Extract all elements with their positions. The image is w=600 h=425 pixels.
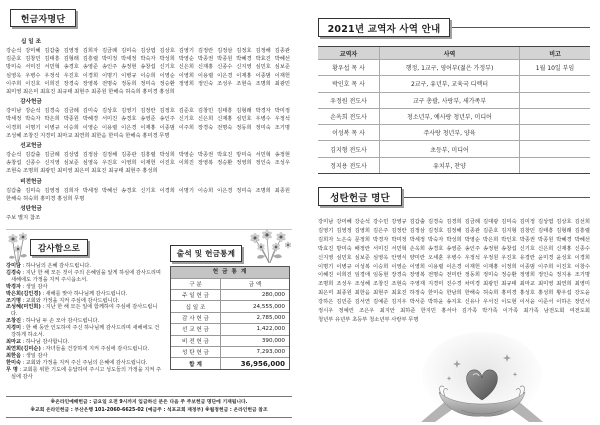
staff-role: 유치부, 찬양	[380, 158, 520, 173]
staff-name: 정지용 전도사	[318, 158, 380, 173]
thanks-item	[6, 339, 162, 346]
staff-header-cell: 비고	[549, 50, 561, 58]
stats-row	[171, 335, 289, 346]
thanks-name: 조성혜(미인희)	[6, 304, 41, 311]
thanks-separator: :	[22, 263, 25, 269]
donor-section	[6, 142, 290, 176]
stats-amount: 36,956,000	[240, 359, 285, 368]
stats-total-row	[171, 357, 289, 368]
thanks-text: 하나님 감사합니다.	[25, 338, 70, 345]
staff-row	[318, 157, 590, 173]
thanks-text: 교회를 위한 기도에 응답하여 주시고 성도들의 가정을 지켜 주심에 감사	[11, 366, 162, 380]
thanks-name: 최연희(김미순)	[6, 345, 41, 352]
donor-list	[6, 38, 290, 224]
staff-role: 청소년부, 예사랑 청년부, 미디어	[380, 109, 520, 124]
thanks-separator: :	[22, 352, 25, 359]
thanks-item	[6, 360, 162, 367]
thanks-item	[6, 325, 162, 339]
name-line: 이혜진 이희진 임경애 임동현 장경숙 장영복 전명숙 전미란 정동희 정미숙 정승환 정영희 정인숙 정지용 조기명	[318, 272, 590, 279]
thanks-list	[6, 263, 162, 380]
staff-header-cell: 교역자	[318, 47, 380, 59]
name-line: 김희자 노은숙 문정희 박경자 박미정 박세정 박숙자 박성희 박영순 박은희 박인호 박종권 박종원 박혜경 박혜선	[318, 236, 590, 243]
donor-section	[6, 178, 290, 203]
stats-row	[171, 323, 289, 334]
name-line: 최은미 최종원 최한음 최현주 최효진 하정숙 한미숙 한남희 한해숙 허숙희 홍미경 홍성호 홍성희 황우섭 강도윤	[318, 290, 590, 297]
thanks-separator: :	[22, 359, 25, 366]
stats-label: 비 전 헌 금	[171, 336, 221, 346]
staff-name: 박인호 목 사	[318, 76, 380, 91]
thanks-name: 김경숙	[6, 269, 22, 276]
name-line: 주보 별지 참조	[6, 215, 41, 222]
thanks-separator: :	[42, 345, 45, 352]
name-line: 김준호 김창민 김태흥 김형래 김흥렬 박미정 박세정 박숙자 박성희 박영순 박종권 박종원 박혜경 박효진 박혜선	[6, 56, 290, 63]
staff-note	[520, 93, 590, 108]
thanks-item	[6, 263, 162, 270]
name-line: 이주희 이진호 이희진 장경숙 장영복 전명숙 정동희 정미숙 정승환 정영희 정인숙 조성우 조현숙 조명희 최광민	[6, 80, 290, 87]
staff-name: 우정원 전도사	[318, 93, 380, 108]
name-line: 심영옥 우병수 우정석 우진호 이경희 이명기 이병규 이승희 이영순 이영희 이용렬 이은경 이재홍 이종범 이재헌	[6, 72, 290, 79]
staff-note	[520, 76, 590, 91]
name-line: 이명기 이병규 이성복 이승희 이영순 이영희 이용렬 이은경 이재헌 이재홍 이정희 이종범 이주희 이진호 이창수	[318, 263, 590, 270]
name-line: 한해숙 허숙희 홍미경 홍성희 무명	[6, 195, 85, 202]
stats-header-amount: 금 액	[248, 282, 262, 288]
staff-role: 초등부, 미디어	[380, 141, 520, 156]
name-line: 조성혜 조창진 지경미 최마교 최연희 최한음 한미숙 한해숙 홍미경 무명	[6, 132, 170, 139]
staff-name: 이성복 목 사	[318, 125, 380, 140]
thanks-text: 지난 한 해 모든 일에 함께하여 주심에 감사드립니다.	[11, 304, 158, 318]
section-title: 성탄헌금	[20, 206, 42, 213]
flower-image-left	[4, 229, 32, 264]
thanks-separator: :	[22, 283, 25, 290]
stats-row	[171, 312, 289, 323]
thanks-item	[6, 367, 162, 381]
thanks-text: 생일 감사	[25, 283, 48, 290]
name-line: 김갑출 김미숙 김영정 김희자 박세정 박혜선 송경호 신기호 이경희 이명기 이승희 이은경 정미숙 조명희 최종원	[6, 187, 290, 194]
section-title: 선교헌금	[20, 143, 42, 150]
thanks-text: 자녀들을 건강하게 지켜 주심에 감사드립니다.	[45, 345, 150, 352]
section-title: 십 일 조	[20, 39, 42, 45]
christmas-title-rule	[404, 197, 590, 198]
staff-row	[318, 92, 590, 108]
thanks-name: 최한음	[6, 352, 22, 359]
name-line: 강미남 강미혜 강순석 강수민 강영규 김갑출 김경숙 김경희 김금례 김대광 김미숙 김미정 김상엽 김상호 김선희	[318, 219, 590, 225]
thanks-separator: :	[22, 297, 25, 304]
thanks-text: 지난 한 해 모든 것이 주의 은혜임을 알게 하심에 감사드리며 새해에도 가정을 지켜 주시옵소서.	[11, 269, 161, 283]
thanks-item	[6, 284, 162, 291]
thanks-text: 생일 감사	[25, 352, 48, 359]
name-line: 강순석 강미혜 김갑출 김영정 김희자 김금례 김미숙 김상엽 김상호 김영기 김정란 김정삼 김정호 김정해 김종관	[6, 48, 290, 54]
thanks-text: 하나님의 은혜 감사드립니다.	[25, 263, 91, 269]
thanks-text: 교회와 가정을 지켜 주심에 감사드립니다.	[25, 297, 120, 304]
staff-row	[318, 108, 590, 124]
name-line: 청년부 유년부 초등부 청소년부 사랑부 무명	[318, 316, 419, 323]
staff-note	[520, 141, 590, 156]
stats-label: 감 사 헌 금	[171, 313, 221, 323]
name-line: 박효진 방미숙 배정란 서미진 서민혁 손옥희 송경호 송영준 송인주 송정현 송창섭 신기호 신은희 신재홍 신종수	[318, 245, 590, 252]
hands-heart-image	[421, 330, 543, 422]
notice-line: ※교회 온라인헌금 : 부산은행 101-2060-6625-02 (예금주 : 석포교회 재정부) ※월정헌금 : 온라인헌금 참조	[30, 408, 268, 413]
thanks-separator: :	[22, 325, 25, 332]
thanks-text: 한 해 동안 인도하여 주신 하나님께 감사드리며 새해에도 건강하게 하소서.	[11, 325, 160, 339]
staff-header-row	[318, 47, 590, 59]
stats-label: 십 일 조	[171, 301, 221, 311]
thanks-item	[6, 353, 162, 360]
thanks-item	[6, 291, 162, 298]
stats-table-title: 헌 금 통 계	[171, 267, 289, 278]
name-line: 강하은 김민준 김서연 김예준 김지우 박서준 박하윤 송지호 신유나 우서진 이도현 이서윤 이준서 이하은 장민서	[318, 299, 590, 306]
staff-note	[520, 125, 590, 140]
staff-row	[318, 75, 590, 91]
staff-name: 김지형 전도사	[318, 141, 380, 156]
thanks-separator: :	[22, 269, 25, 276]
staff-header-cell: 사역	[380, 47, 520, 59]
name-line: 이경희 이명기 이병규 이승희 이영순 이용렬 이은경 이재홍 이종범 이주희 장경숙 전명숙 정동희 정미숙 조기명	[6, 124, 290, 131]
thanks-item	[6, 346, 162, 353]
name-line: 강순석 김갑출 김금례 김상엽 김정삼 김정해 김종관 김흥렬 박성희 박영순 박종권 박효진 방미숙 서민혁 송정현	[6, 152, 290, 159]
stats-amount: 2,785,000	[256, 314, 285, 321]
thanks-name: 최마교	[6, 338, 22, 345]
thanks-name: 강미남	[6, 263, 22, 269]
thanks-name: 무 명	[6, 366, 18, 373]
christmas-title: 성탄헌금 명단	[318, 187, 402, 206]
stats-label: 합 계	[171, 358, 221, 368]
donor-section	[6, 205, 290, 222]
staff-table	[318, 46, 590, 174]
stats-label: 성 탄 헌 금	[171, 347, 221, 357]
thanks-name: 박은희(김인경)	[6, 290, 41, 297]
name-line: 방미숙 서미진 서민혁 송경호 송영준 송인주 송정현 송창섭 신기호 신은희 신재홍 신종수 신지영 심민호 심보준	[6, 64, 290, 71]
staff-role: 행정, 1교구, 영어부(젊은 가정부)	[380, 60, 520, 75]
staff-row	[318, 140, 590, 156]
name-line: 박세정 박숙자 박은희 박종원 박혜경 서미진 송경호 송영준 송인주 신기호 신은희 신재홍 심민호 우병수 우정석	[6, 116, 290, 123]
section-title: 비전헌금	[20, 178, 42, 185]
flower-image-right	[245, 229, 293, 263]
name-line: 송창섭 신종수 신지영 심보준 심영옥 우진호 이영희 이재헌 이진호 이희진 장영복 정승환 정영희 정인숙 조성우	[6, 160, 290, 167]
staff-role: 교구 총괄, 사랑부, 새가족부	[380, 93, 520, 108]
stats-row	[171, 300, 289, 311]
stats-row	[171, 346, 289, 357]
stats-title: 출석 및 헌금통계	[170, 245, 242, 262]
staff-note	[520, 158, 590, 173]
thanks-separator: :	[22, 318, 25, 325]
staff-title-rule	[452, 27, 590, 28]
name-line: 조명희 조성우 조성혜 조창진 조현숙 주영재 지경미 진수경 차미경 최광민 최규태 최마교 최미영 최연희 최영미	[318, 281, 590, 288]
donor-section	[6, 38, 290, 96]
thanks-separator: :	[42, 290, 45, 297]
name-line: 김영기 김영정 김영희 김은주 김정란 김정삼 김정호 김정해 김종관 김준호 김지형 김창민 김태흥 김형래 김흥렬	[318, 227, 590, 234]
thanks-separator: :	[19, 366, 22, 373]
thanks-title: 감사함으로	[30, 239, 88, 256]
name-line: 강미남 강순석 김경숙 김금례 김미숙 김상호 김영기 김정란 김정호 김준호 김창민 김태흥 김형래 박경자 박미정	[6, 108, 290, 115]
thanks-item	[6, 270, 162, 284]
stats-row	[171, 289, 289, 300]
staff-role: 2교구, 유년부, 교육국 디렉터	[380, 76, 520, 91]
christmas-name-list	[318, 218, 590, 325]
stats-header-row	[171, 278, 289, 289]
donor-section	[6, 98, 290, 140]
stats-amount: 24,555,000	[252, 303, 285, 310]
staff-note	[520, 109, 590, 124]
stats-amount: 280,000	[261, 292, 285, 299]
thanks-text: 새해를 맞아 하나님께 감사드립니다.	[45, 290, 128, 297]
staff-name: 황우섭 목 사	[318, 60, 380, 75]
notice-line: ※온라인예배헌금 : 금요일 오전 9시까지 입금하신 분은 다음 주 주보헌금 명단에 기재됩니다.	[50, 400, 248, 405]
stats-label: 주 일 헌 금	[171, 290, 221, 300]
name-line: 신지영 심민호 심보준 심영옥 안영식 양미란 오세훈 우병수 우정석 우정원 우진호 유경란 윤미경 윤성호 이경희	[318, 254, 590, 261]
name-line: 정시우 정예린 조은우 최지안 최하준 한지민 홍서아 김가족 박가족 이가족 최가족 남전도회 여전도회	[318, 308, 590, 315]
stats-label: 선 교 헌 금	[171, 324, 221, 334]
thanks-name: 지경미	[6, 325, 22, 332]
stats-header-label: 구 분	[171, 279, 221, 289]
donor-list-title: 헌금자명단	[10, 9, 76, 27]
thanks-name: 조창진	[6, 318, 22, 325]
staff-title: 2021년 교역자 사역 안내	[318, 18, 450, 37]
staff-note: 1월 10일 부임	[535, 65, 575, 73]
section-title: 감사헌금	[20, 99, 42, 106]
staff-row	[318, 124, 590, 140]
offering-stats-table	[170, 266, 290, 370]
stats-amount: 1,422,000	[256, 326, 285, 333]
thanks-text: 교회와 가정을 지켜 주신 주님의 은혜에 감사드립니다.	[25, 359, 148, 366]
offering-notice	[6, 396, 292, 418]
thanks-name: 조기명	[6, 297, 22, 304]
stats-amount: 390,000	[261, 337, 285, 344]
staff-row	[318, 59, 590, 75]
thanks-text: 하나님 두 손 모아 감사드립니다.	[25, 318, 100, 325]
thanks-item	[6, 304, 162, 318]
thanks-name: 한미숙	[6, 359, 22, 366]
staff-name: 손옥희 전도사	[318, 109, 380, 124]
thanks-separator: :	[42, 304, 45, 311]
thanks-name: 박경자	[6, 283, 22, 290]
staff-role: 주사랑 청년부, 양육	[380, 125, 520, 140]
stats-amount: 7,293,000	[256, 349, 285, 356]
name-line: 최미영 최은미 최효진 최규태 최현주 최종원 한해숙 허숙희 홍미경 홍성희	[6, 89, 175, 96]
name-line: 조현숙 조명희 최광민 최미영 최은미 최효진 최규태 최현주 홍성희	[6, 168, 158, 175]
thanks-separator: :	[22, 338, 25, 345]
